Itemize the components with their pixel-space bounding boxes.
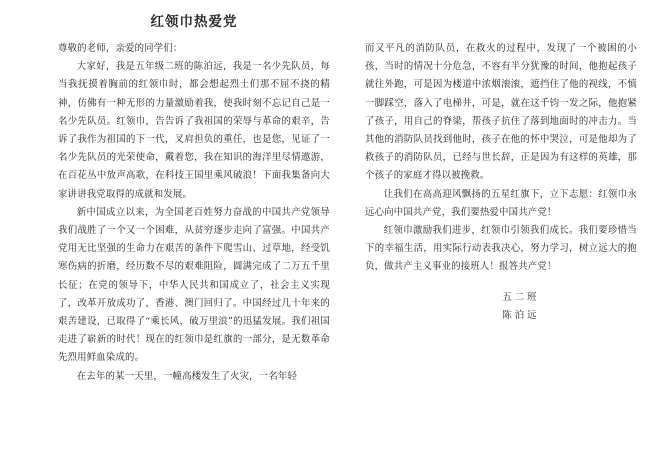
paragraph: 让我们在高高迎风飘扬的五星红旗下，立下志愿：红领巾永远心向中国共产党，我们要热爱中国共产党！ <box>365 188 637 218</box>
paragraph: 大家好，我是五年级二班的陈泊远，我是一名少先队员，每当我抚摸着胸前的红领巾时，都会想起烈士们那不屈不挠的精神，仿佛有一种无形的力量激励着我，使我时刻不忘记自己是一名少先队员。红领巾，告告诉了我祖国的荣辱与革命的艰辛，告诉了我作为祖国的下一代，叉肩担负的重任，也是您，见证了一名少先队员的光荣使命，戴着您，我在知识的海洋里尽情遨游，在百花丛中放声高歌，在科技王国里乘风破浪！下面我集备向大家讲讲我党取得的成就和发展。 <box>58 61 330 200</box>
signature-class: 五二班 <box>502 291 540 303</box>
speech-title: 红领巾热爱党 <box>150 14 238 30</box>
right-column <box>365 40 637 325</box>
paragraph: 而又平凡的消防队员，在救火的过程中，发现了一个被困的小孩，当时的情况十分危急，不容有半分犹豫的时间，他抱起孩子就往外跑，可是因为楼道中浓烟滚滚，遮挡住了他的视线，不慎一脚踩空，落入了电梯井，可是，就在这千钧一发之际，他抱紧了孩子，用自己的脊梁，帮孩子抗住了落到地面时的冲击力。当其他的消防队员找到他时，孩子在他的怀中哭泣，可是他却为了救孩子的消防队员，已经与世长辞，正是因为有这样的英雄，那个孩子的家庭才得以被挽救。 <box>365 43 637 182</box>
greeting: 尊敬的老师，亲爱的同学们： <box>58 43 183 54</box>
paragraph: 新中国成立以来，为全国老百姓努力奋战的中国共产党领导我们战胜了一个又一个困难，从贫穷逐步走向了富强。中国共产党用无比坚强的生命力在艰苦的条件下爬雪山、过草地，经受饥寒伤病的折磨，经历数不尽的艰难阻险，圆满完成了二万五千里长征；在党的领导下，中华人民共和国成立了，社会主义实现了，改革开放成功了，香港、澳门回归了。中国经过几十年来的艰苦建设，已取得了“乘长风，破万里浪”的迅猛发展。我们祖国走进了崭新的时代！现在的红领巾是红旗的一部分，是无数革命先烈用鲜血染成的。 <box>58 206 330 364</box>
left-column <box>58 40 330 386</box>
signature-author: 陈泊远 <box>502 309 540 321</box>
paragraph: 在去年的某一天里，一幢高楼发生了火灾，一名年轻 <box>76 370 298 382</box>
signature-block <box>365 289 637 325</box>
paragraph: 红领巾激励我们进步，红领巾引领我们成长。我们要珍惜当下的幸福生活，用实际行动表我决心，努力学习，树立远大的抱负，做共产主义事业的接班人！报答共产党！ <box>365 225 637 273</box>
